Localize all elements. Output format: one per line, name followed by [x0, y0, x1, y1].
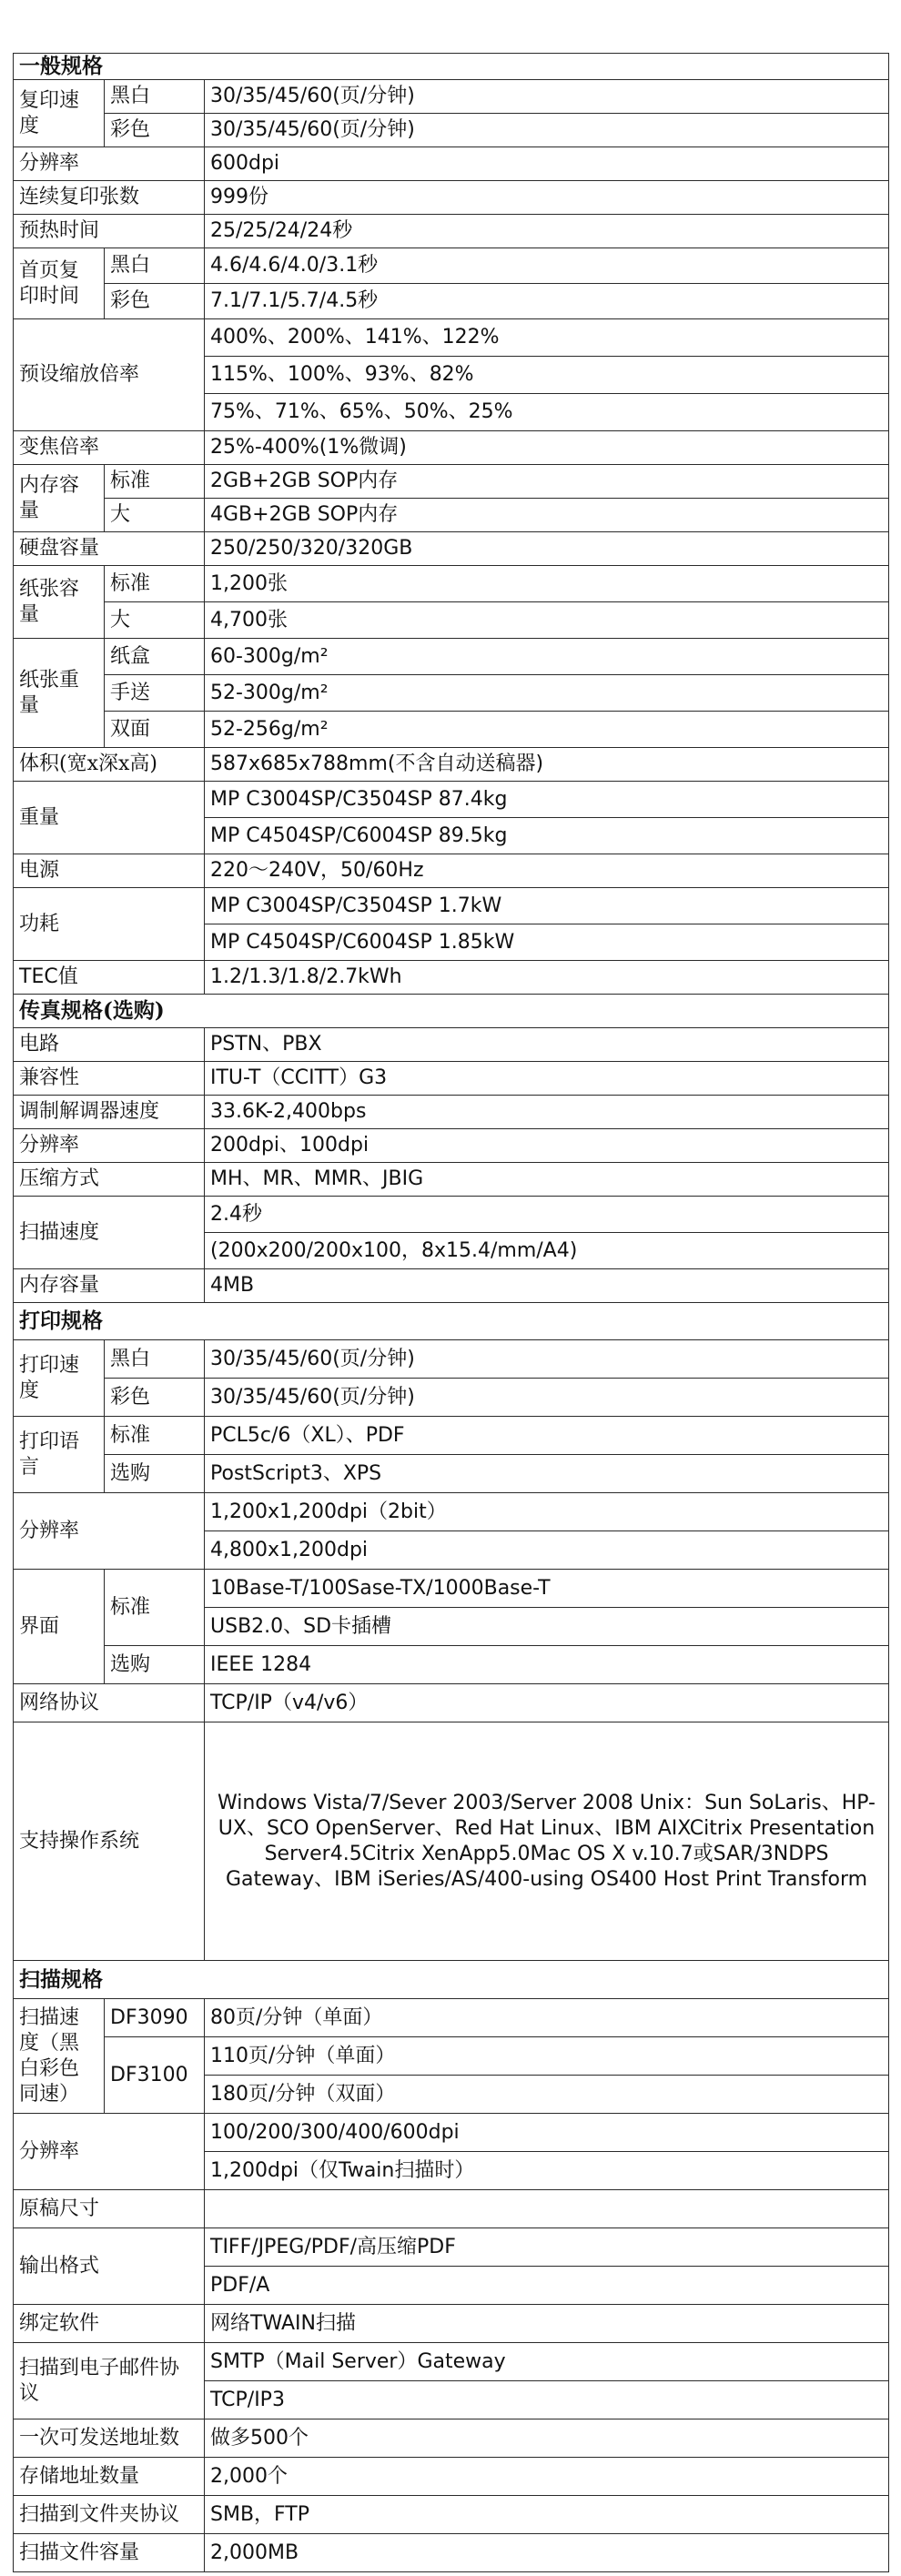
print-interface-std-label: 标准: [105, 1570, 205, 1646]
fax-circuit-value: PSTN、PBX: [205, 1028, 889, 1062]
print-resolution-value-1: 1,200x1,200dpi（2bit）: [205, 1493, 889, 1531]
table-row: [14, 2419, 889, 2458]
fax-compression-value: MH、MR、MMR、JBIG: [205, 1163, 889, 1197]
fax-modem-label: 调制解调器速度: [14, 1096, 205, 1129]
output-format-label: 输出格式: [14, 2228, 205, 2305]
scan-speed-df3090-value: 80页/分钟（单面）: [205, 1999, 889, 2037]
copy-speed-color-value: 30/35/45/60(页/分钟): [205, 114, 889, 147]
scan-resolution-value-1: 100/200/300/400/600dpi: [205, 2114, 889, 2152]
print-speed-color-label: 彩色: [105, 1379, 205, 1417]
tec-label: TEC值: [14, 961, 205, 995]
memory-large-value: 4GB+2GB SOP内存: [205, 499, 889, 532]
fax-scan-speed-value-1: 2.4秒: [205, 1197, 889, 1233]
table-row: [14, 712, 889, 748]
preset-zoom-label: 预设缩放倍率: [14, 319, 205, 431]
folder-protocol-value: SMB，FTP: [205, 2496, 889, 2534]
paper-cap-label: 纸张容量: [14, 566, 105, 639]
table-row: [14, 2228, 889, 2267]
table-row: [14, 2305, 889, 2343]
fax-resolution-label: 分辨率: [14, 1129, 205, 1163]
print-protocol-value: TCP/IP（v4/v6）: [205, 1684, 889, 1722]
table-row: [14, 2114, 889, 2152]
table-row: [14, 248, 889, 284]
consumption-value-1: MP C3004SP/C3504SP 1.7kW: [205, 888, 889, 924]
paper-weight-manual-value: 52-300g/m²: [205, 675, 889, 712]
scan-speed-df3090-label: DF3090: [105, 1999, 205, 2037]
section-scan-title: 扫描规格: [14, 1961, 889, 1999]
continuous-label: 连续复印张数: [14, 181, 205, 215]
table-row: [14, 1197, 889, 1233]
weight-value-1: MP C3004SP/C3504SP 87.4kg: [205, 782, 889, 818]
copy-speed-bw-value: 30/35/45/60(页/分钟): [205, 80, 889, 114]
table-row: [14, 1379, 889, 1417]
scan-speed-df3100-value-1: 110页/分钟（单面）: [205, 2037, 889, 2076]
folder-protocol-label: 扫描到文件夹协议: [14, 2496, 205, 2534]
original-size-label: 原稿尺寸: [14, 2190, 205, 2228]
section-general-title: 一般规格: [14, 54, 889, 80]
table-row: [14, 1340, 889, 1379]
print-interface-label: 界面: [14, 1570, 105, 1684]
file-capacity-value: 2,000MB: [205, 2534, 889, 2572]
copy-speed-bw-label: 黑白: [105, 80, 205, 114]
max-addresses-label: 一次可发送地址数: [14, 2419, 205, 2458]
print-language-opt-label: 选购: [105, 1455, 205, 1493]
preset-zoom-value-1: 400%、200%、141%、122%: [205, 319, 889, 357]
table-row: [14, 1493, 889, 1531]
consumption-value-2: MP C4504SP/C6004SP 1.85kW: [205, 924, 889, 961]
table-row: [14, 147, 889, 181]
print-speed-color-value: 30/35/45/60(页/分钟): [205, 1379, 889, 1417]
print-interface-std-value-1: 10Base-T/100Sase-TX/1000Base-T: [205, 1570, 889, 1608]
email-protocol-label: 扫描到电子邮件协议: [14, 2343, 205, 2419]
paper-cap-std-value: 1,200张: [205, 566, 889, 602]
scan-speed-df3100-label: DF3100: [105, 2037, 205, 2114]
scan-resolution-value-2: 1,200dpi（仅Twain扫描时）: [205, 2152, 889, 2190]
fax-memory-label: 内存容量: [14, 1269, 205, 1303]
table-row: [14, 431, 889, 465]
table-row: [14, 1096, 889, 1129]
table-row: [14, 888, 889, 924]
print-os-label: 支持操作系统: [14, 1722, 205, 1961]
fax-resolution-value: 200dpi、100dpi: [205, 1129, 889, 1163]
table-row: [14, 499, 889, 532]
print-speed-bw-label: 黑白: [105, 1340, 205, 1379]
table-row: [14, 215, 889, 248]
table-row: [14, 602, 889, 639]
table-row: [14, 961, 889, 995]
paper-weight-label: 纸张重量: [14, 639, 105, 748]
first-copy-bw-label: 黑白: [105, 248, 205, 284]
spec-table: [13, 53, 889, 2572]
output-format-value-2: PDF/A: [205, 2267, 889, 2305]
table-row: [14, 1269, 889, 1303]
print-language-std-label: 标准: [105, 1417, 205, 1455]
print-os-value: Windows Vista/7/Sever 2003/Server 2008 Unix：Sun SoLaris、HP-UX、SCO OpenServer、Red Hat Linux、IBM AIXCitrix Presentation Server4.5Citrix XenApp5.0Mac OS X v.10.7或SAR/3NDPS Gateway、IBM iSeries/AS/400-using OS400 Host Print Transform: [205, 1722, 889, 1961]
paper-cap-large-label: 大: [105, 602, 205, 639]
zoom-label: 变焦倍率: [14, 431, 205, 465]
stored-addresses-label: 存储地址数量: [14, 2458, 205, 2496]
table-row: [14, 532, 889, 566]
bundled-software-value: 网络TWAIN扫描: [205, 2305, 889, 2343]
first-copy-label: 首页复印时间: [14, 248, 105, 319]
memory-label: 内存容量: [14, 465, 105, 532]
print-language-opt-value: PostScript3、XPS: [205, 1455, 889, 1493]
fax-modem-value: 33.6K-2,400bps: [205, 1096, 889, 1129]
table-row: [14, 1722, 889, 1961]
table-row: [14, 566, 889, 602]
paper-weight-manual-label: 手送: [105, 675, 205, 712]
table-row: [14, 1129, 889, 1163]
tec-value: 1.2/1.3/1.8/2.7kWh: [205, 961, 889, 995]
volume-label: 体积(宽x深x高): [14, 748, 205, 782]
section-scan-row: [14, 1961, 889, 1999]
max-addresses-value: 做多500个: [205, 2419, 889, 2458]
section-print-title: 打印规格: [14, 1303, 889, 1340]
consumption-label: 功耗: [14, 888, 205, 961]
fax-scan-speed-label: 扫描速度: [14, 1197, 205, 1269]
memory-std-label: 标准: [105, 465, 205, 499]
table-row: [14, 2037, 889, 2076]
power-value: 220～240V，50/60Hz: [205, 854, 889, 888]
print-speed-bw-value: 30/35/45/60(页/分钟): [205, 1340, 889, 1379]
table-row: [14, 782, 889, 818]
copy-speed-label: 复印速度: [14, 80, 105, 147]
fax-compat-value: ITU-T（CCITT）G3: [205, 1062, 889, 1096]
first-copy-color-label: 彩色: [105, 284, 205, 319]
table-row: [14, 1163, 889, 1197]
fax-compat-label: 兼容性: [14, 1062, 205, 1096]
table-row: [14, 284, 889, 319]
print-language-label: 打印语言: [14, 1417, 105, 1493]
section-fax-title: 传真规格(选购): [14, 995, 889, 1028]
memory-large-label: 大: [105, 499, 205, 532]
preset-zoom-value-2: 115%、100%、93%、82%: [205, 357, 889, 394]
memory-std-value: 2GB+2GB SOP内存: [205, 465, 889, 499]
table-row: [14, 675, 889, 712]
fax-memory-value: 4MB: [205, 1269, 889, 1303]
table-row: [14, 1684, 889, 1722]
table-row: [14, 2343, 889, 2381]
paper-cap-std-label: 标准: [105, 566, 205, 602]
table-row: [14, 114, 889, 147]
print-interface-opt-label: 选购: [105, 1646, 205, 1684]
section-print-row: [14, 1303, 889, 1340]
weight-label: 重量: [14, 782, 205, 854]
paper-weight-duplex-label: 双面: [105, 712, 205, 748]
section-fax-row: [14, 995, 889, 1028]
warmup-value: 25/25/24/24秒: [205, 215, 889, 248]
print-interface-opt-value: IEEE 1284: [205, 1646, 889, 1684]
table-row: [14, 80, 889, 114]
scan-speed-df3100-value-2: 180页/分钟（双面）: [205, 2076, 889, 2114]
table-row: [14, 465, 889, 499]
table-row: [14, 1062, 889, 1096]
paper-cap-large-value: 4,700张: [205, 602, 889, 639]
table-row: [14, 319, 889, 357]
zoom-value: 25%-400%(1%微调): [205, 431, 889, 465]
fax-compression-label: 压缩方式: [14, 1163, 205, 1197]
section-general-row: [14, 54, 889, 80]
table-row: [14, 639, 889, 675]
warmup-label: 预热时间: [14, 215, 205, 248]
table-row: [14, 1999, 889, 2037]
continuous-value: 999份: [205, 181, 889, 215]
table-row: [14, 181, 889, 215]
print-interface-std-value-2: USB2.0、SD卡插槽: [205, 1608, 889, 1646]
resolution-label: 分辨率: [14, 147, 205, 181]
table-row: [14, 2190, 889, 2228]
scan-speed-label: 扫描速度（黑白彩色同速）: [14, 1999, 105, 2114]
paper-weight-duplex-value: 52-256g/m²: [205, 712, 889, 748]
paper-weight-tray-label: 纸盒: [105, 639, 205, 675]
original-size-value: [205, 2190, 889, 2228]
table-row: [14, 2458, 889, 2496]
weight-value-2: MP C4504SP/C6004SP 89.5kg: [205, 818, 889, 854]
output-format-value-1: TIFF/JPEG/PDF/高压缩PDF: [205, 2228, 889, 2267]
table-row: [14, 1455, 889, 1493]
fax-scan-speed-value-2: (200x200/200x100，8x15.4/mm/A4): [205, 1233, 889, 1269]
hdd-value: 250/250/320/320GB: [205, 532, 889, 566]
print-resolution-label: 分辨率: [14, 1493, 205, 1570]
first-copy-color-value: 7.1/7.1/5.7/4.5秒: [205, 284, 889, 319]
table-row: [14, 2534, 889, 2572]
volume-value: 587x685x788mm(不含自动送稿器): [205, 748, 889, 782]
email-protocol-value-1: SMTP（Mail Server）Gateway: [205, 2343, 889, 2381]
email-protocol-value-2: TCP/IP3: [205, 2381, 889, 2419]
file-capacity-label: 扫描文件容量: [14, 2534, 205, 2572]
power-label: 电源: [14, 854, 205, 888]
table-row: [14, 748, 889, 782]
print-language-std-value: PCL5c/6（XL）、PDF: [205, 1417, 889, 1455]
fax-circuit-label: 电路: [14, 1028, 205, 1062]
resolution-value: 600dpi: [205, 147, 889, 181]
table-row: [14, 1570, 889, 1608]
print-resolution-value-2: 4,800x1,200dpi: [205, 1531, 889, 1570]
print-protocol-label: 网络协议: [14, 1684, 205, 1722]
table-row: [14, 2496, 889, 2534]
table-row: [14, 1028, 889, 1062]
copy-speed-color-label: 彩色: [105, 114, 205, 147]
preset-zoom-value-3: 75%、71%、65%、50%、25%: [205, 394, 889, 431]
table-row: [14, 1646, 889, 1684]
bundled-software-label: 绑定软件: [14, 2305, 205, 2343]
table-row: [14, 854, 889, 888]
paper-weight-tray-value: 60-300g/m²: [205, 639, 889, 675]
table-row: [14, 1417, 889, 1455]
stored-addresses-value: 2,000个: [205, 2458, 889, 2496]
scan-resolution-label: 分辨率: [14, 2114, 205, 2190]
first-copy-bw-value: 4.6/4.6/4.0/3.1秒: [205, 248, 889, 284]
print-speed-label: 打印速度: [14, 1340, 105, 1417]
hdd-label: 硬盘容量: [14, 532, 205, 566]
